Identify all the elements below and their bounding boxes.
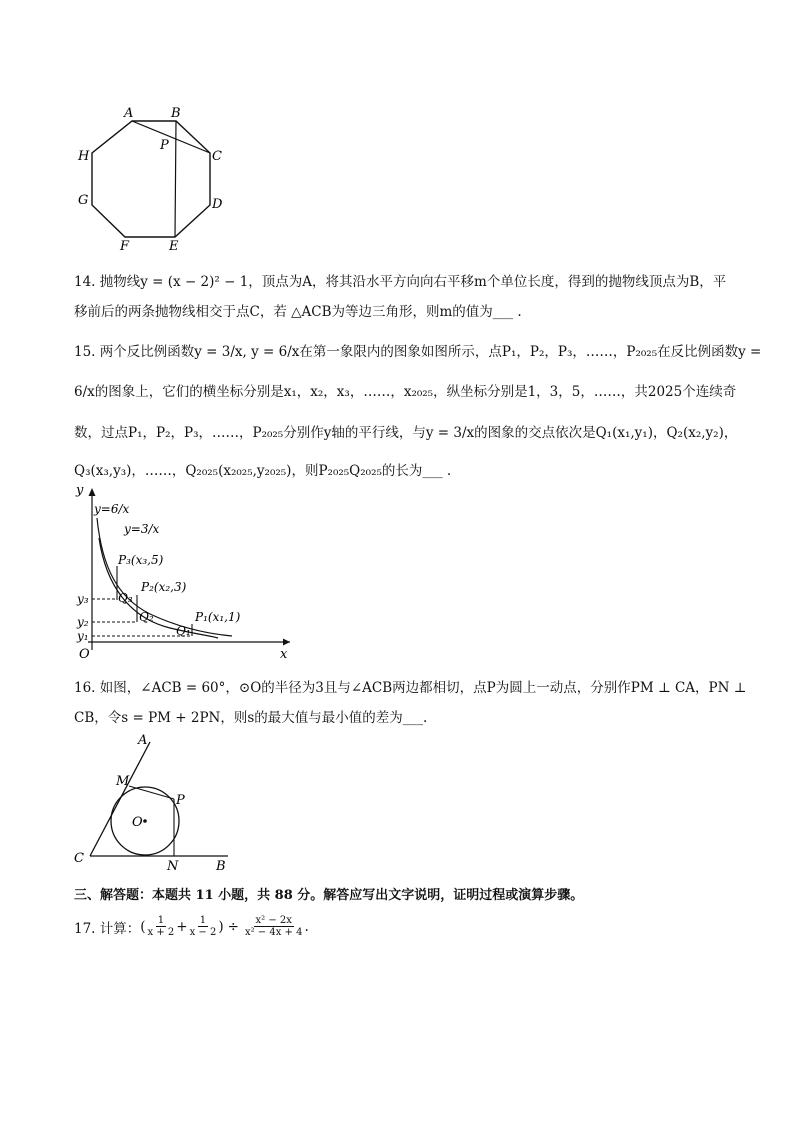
q16-line1: 16. 如图，∠ACB = 60°，⊙O的半径为3且与∠ACB两边都相切，点P为圆上一动点，分别作PM ⊥ CA，PN ⊥ [74, 680, 747, 696]
origin-label: O [79, 647, 90, 662]
label-P1: P₁(x₁,1) [195, 610, 241, 624]
y-axis-arrow [89, 488, 96, 496]
frac1-den: x + 2 [147, 927, 175, 938]
label-O: O [132, 815, 143, 830]
frac2-den: x − 2 [189, 927, 217, 938]
label-A: A [124, 106, 134, 121]
label-N: N [167, 859, 179, 874]
y-axis-label: y [76, 483, 84, 498]
curve-label-6x: y=6/x [94, 502, 130, 516]
curve-label-3x: y=3/x [124, 522, 160, 536]
label-F: F [120, 239, 130, 254]
label-B: B [171, 106, 181, 121]
frac1-num: 1 [157, 915, 165, 926]
label-P3: P₃(x₃,5) [118, 553, 164, 567]
label-Q2: Q₂ [139, 610, 154, 624]
label-y1: y₁ [77, 629, 89, 643]
label-P: P [176, 793, 185, 808]
label-C: C [74, 851, 84, 866]
inverse-function-figure [0, 478, 794, 678]
label-D: D [212, 197, 223, 212]
paren-close: ) [218, 918, 224, 935]
label-C: C [212, 149, 222, 164]
q17-prefix: 17. 计算： [74, 920, 141, 937]
q17-frac2 [190, 915, 217, 938]
label-A: A [138, 733, 148, 748]
divide-sign: ÷ [227, 918, 239, 935]
q15-line1: 15. 两个反比例函数y = 3/x, y = 6/x在第一象限内的图象如图所示，点P₁，P₂，P₃，……，P₂₀₂₅在反比例函数y = [74, 344, 762, 360]
label-P: P [160, 138, 169, 153]
octagon-figure [0, 0, 794, 260]
frac3-num: x² − 2x [255, 915, 292, 926]
paren-open: ( [140, 918, 146, 935]
segment-AC [132, 121, 210, 153]
q15-line3: 数，过点P₁，P₂，P₃，……，P₂₀₂₅分别作y轴的平行线，与y = 3/x的图象的交点依次是Q₁(x₁,y₁)，Q₂(x₂,y₂)， [74, 425, 738, 441]
ray-CA [90, 742, 150, 856]
plus-sign: + [176, 918, 188, 935]
circle-angle-figure [0, 728, 794, 878]
label-G: G [78, 193, 89, 208]
label-B: B [216, 859, 226, 874]
q17-frac1 [148, 915, 175, 938]
frac3-den: x² − 4x + 4 [244, 927, 303, 938]
center-dot [143, 819, 147, 823]
label-Q3: Q₃ [118, 591, 133, 605]
period: . [304, 918, 309, 935]
frac2-num: 1 [199, 915, 207, 926]
x-axis-label: x [280, 647, 288, 662]
q15-line4: Q₃(x₃,y₃)，……，Q₂₀₂₅(x₂₀₂₅,y₂₀₂₅)，则P₂₀₂₅Q₂₀₂₅的长为___ . [74, 463, 452, 479]
q15-line2: 6/x的图象上，它们的横坐标分别是x₁，x₂，x₃，……，x₂₀₂₅，纵坐标分别是1，3，5，……，共2025个连续奇 [74, 384, 737, 400]
label-H: H [78, 149, 90, 164]
label-y3: y₃ [77, 592, 89, 606]
label-E: E [169, 239, 179, 254]
label-M: M [116, 774, 130, 789]
label-y2: y₂ [77, 615, 89, 629]
q14-line2: 移前后的两条抛物线相交于点C，若 △ACB为等边三角形，则m的值为___ . [74, 304, 522, 320]
section-heading: 三、解答题：本题共 11 小题，共 88 分。解答应写出文字说明，证明过程或演算步骤。 [74, 888, 584, 903]
octagon-outline [92, 121, 210, 237]
q17-frac3 [245, 915, 303, 938]
x-axis-arrow [283, 639, 290, 646]
q14-line1: 14. 抛物线y = (x − 2)² − 1，顶点为A，将其沿水平方向向右平移m个单位长度，得到的抛物线顶点为B，平 [74, 274, 727, 290]
q16-line2: CB，令s = PM + 2PN，则s的最大值与最小值的差为___. [74, 710, 428, 726]
label-P2: P₂(x₂,3) [141, 580, 187, 594]
q17 [74, 915, 309, 938]
label-Q1: Q₁ [176, 624, 191, 638]
